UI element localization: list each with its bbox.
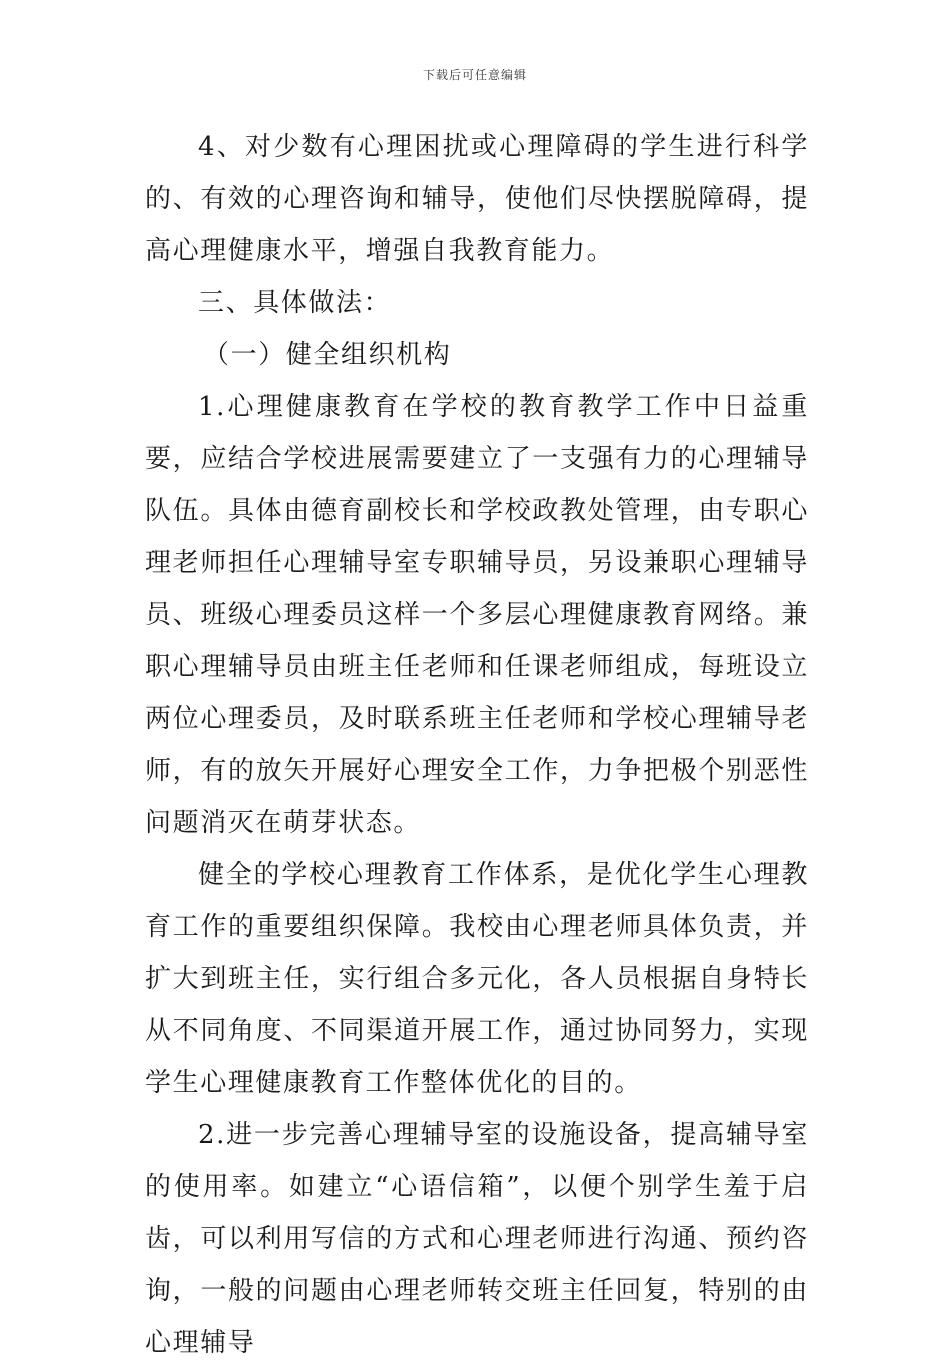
paragraph-item-4: 4、对少数有心理困扰或心理障碍的学生进行科学的、有效的心理咨询和辅导，使他们尽快摆脱障碍，提高心理健康水平，增强自我教育能力。 (145, 132, 809, 266)
subsection-heading-organization: （一）健全组织机构 (203, 340, 452, 370)
document-body (145, 121, 809, 1369)
section-heading-methods: 三、具体做法： (198, 288, 392, 318)
header-note: 下载后可任意编辑 (422, 68, 527, 82)
paragraph-item-1: 1.心理健康教育在学校的教育教学工作中日益重要，应结合学校进展需要建立了一支强有力的心理辅导队伍。具体由德育副校长和学校政教处管理，由专职心理老师担任心理辅导室专职辅导员，另设兼职心理辅导员、班级心理委员这样一个多层心理健康教育网络。兼职心理辅导员由班主任老师和任课老师组成，每班设立两位心理委员，及时联系班主任老师和学校心理辅导老师，有的放矢开展好心理安全工作，力争把极个别恶性问题消灭在萌芽状态。 (145, 392, 809, 838)
paragraph-item-2: 2.进一步完善心理辅导室的设施设备，提高辅导室的使用率。如建立“心语信箱”，以便个别学生羞于启齿，可以利用写信的方式和心理老师进行沟通、预约咨询，一般的问题由心理老师转交班主任回复，特别的由心理辅导 (145, 1120, 810, 1358)
paragraph-system: 健全的学校心理教育工作体系，是优化学生心理教育工作的重要组织保障。我校由心理老师具体负责，并扩大到班主任，实行组合多元化，各人员根据自身特长从不同角度、不同渠道开展工作，通过协同努力，实现学生心理健康教育工作整体优化的目的。 (145, 860, 809, 1098)
